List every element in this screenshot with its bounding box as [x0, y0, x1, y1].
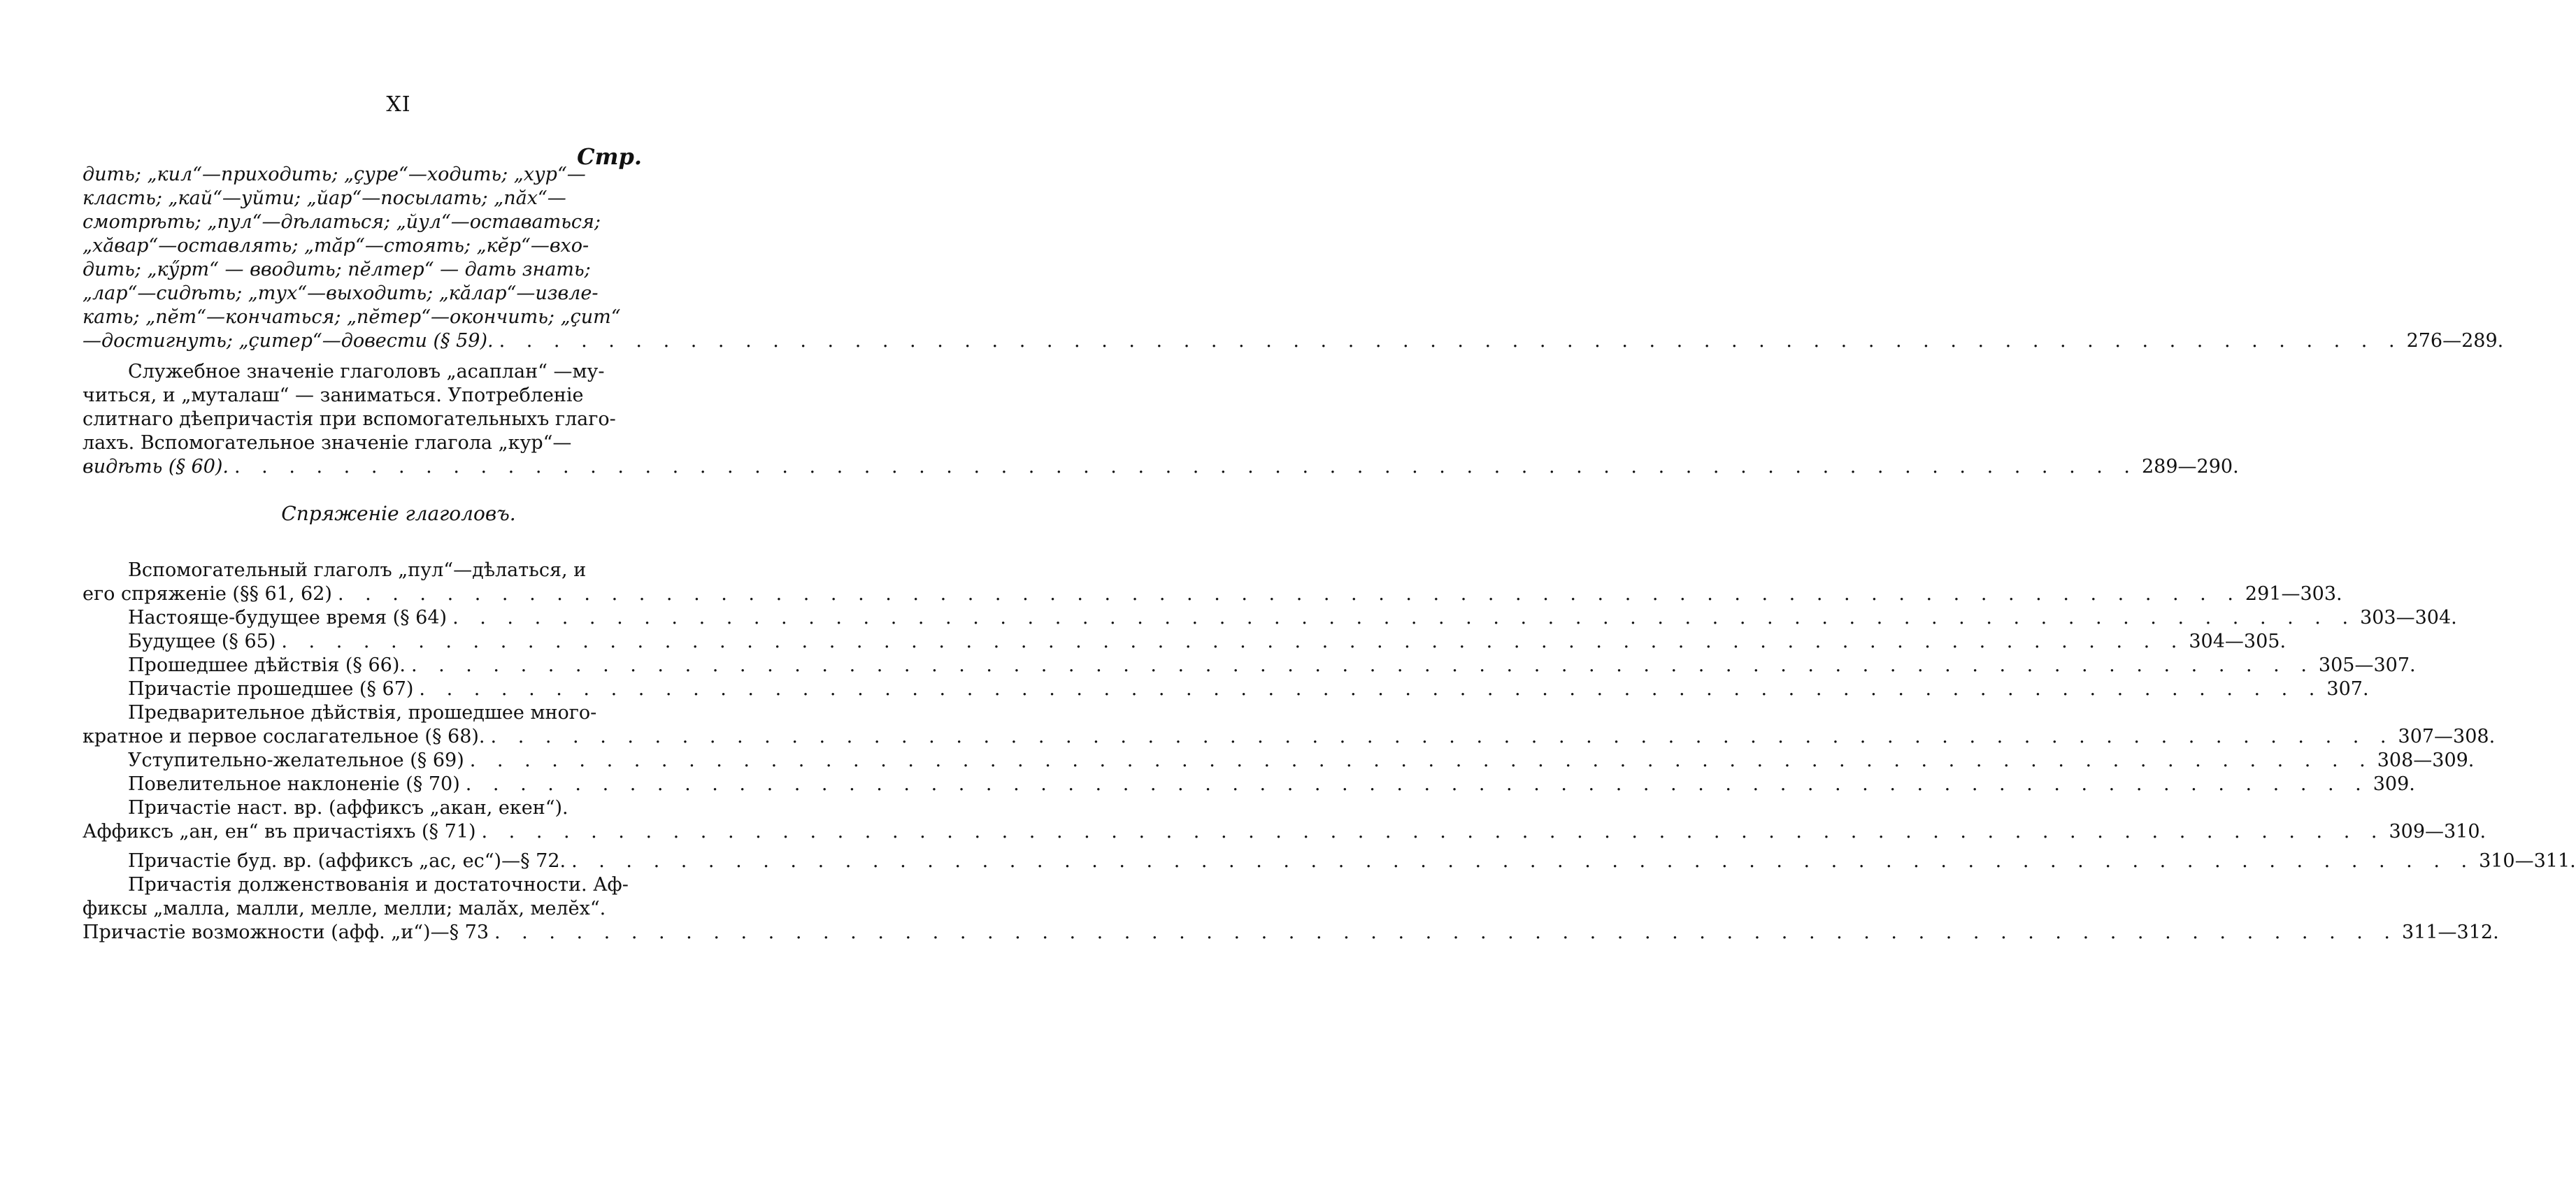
toc-entry-label: Повелительное наклоненіе (§ 70) — [128, 773, 460, 795]
text-line: Вспомогательный глаголъ „пул“—дѣлаться, и — [128, 559, 587, 581]
toc-entry-label: его спряженіе (§§ 61, 62) — [83, 583, 332, 605]
toc-entry-pages: 307—308. — [2398, 726, 2496, 747]
text-line: „хăвар“—оставлять; „тăр“—стоять; „кĕр“—вхо- — [83, 235, 589, 257]
toc-entry-label: Причастіе прошедшее (§ 67) — [128, 678, 414, 700]
toc-entry-pages: 308—309. — [2377, 750, 2475, 771]
toc-entry-label: Причастіе возможности (афф. „и“)—§ 73 — [83, 922, 489, 943]
text-line: читься, и „муталаш“ — заниматься. Употребленіе — [83, 385, 584, 406]
toc-entry-pages: 303—304. — [2360, 607, 2457, 629]
text-line: дить; „кӳрт“ — вводить; пĕлтер“ — дать знать; — [83, 259, 591, 280]
leader-dots — [460, 770, 2369, 798]
page-number: XI — [386, 92, 411, 117]
text-line: Служебное значеніе глаголовъ „асаплан“ —му- — [128, 361, 605, 382]
leader-dots — [566, 847, 2475, 875]
text-line: фиксы „малла, малли, мелле, мелли; малăх, мелĕх“. — [83, 898, 606, 919]
toc-entry-label: видѣть (§ 60). — [83, 456, 229, 478]
toc-entry-label: Настояще-будущее время (§ 64) — [128, 607, 448, 629]
toc-entry-pages: 291—303. — [2245, 583, 2342, 605]
text-line: Причастія долженствованія и достаточности. Аф- — [128, 874, 629, 896]
toc-entry-pages: 276—289. — [2406, 330, 2504, 352]
text-line: смотрѣть; „пул“—дѣлаться; „йул“—оставаться; — [83, 211, 601, 233]
pages-column-label: Стр. — [577, 143, 642, 170]
toc-entry — [83, 453, 2239, 481]
toc-entry-pages: 307. — [2326, 678, 2369, 700]
text-line: лахъ. Вспомогательное значеніе глагола „кур“— — [83, 432, 572, 454]
leader-dots — [494, 327, 2403, 355]
text-line: класть; „кай“—уйти; „йар“—посылать; „пăх“— — [83, 187, 566, 209]
toc-entry — [83, 919, 2499, 947]
toc-entry-pages: 310—311. — [2479, 850, 2576, 872]
toc-entry-pages: 304—305. — [2189, 631, 2287, 652]
toc-entry — [83, 327, 2504, 355]
toc-entry-pages: 289—290. — [2142, 456, 2239, 478]
toc-entry-label: Прошедшее дѣйствія (§ 66). — [128, 654, 406, 676]
text-line: слитнаго дѣепричастія при вспомогательныхъ глаго- — [83, 408, 616, 430]
toc-entry-label: Причастіе буд. вр. (аффиксъ „ас, ес“)—§ 72. — [128, 850, 566, 872]
toc-entry-label: —достигнуть; „çитер“—довести (§ 59). — [83, 330, 494, 352]
text-line: „лар“—сидѣть; „тух“—выходить; „кăлар“—извле- — [83, 282, 599, 304]
leader-dots — [475, 818, 2384, 846]
toc-entry-pages: 311—312. — [2402, 922, 2499, 943]
section-heading: Спряженіе глаголовъ. — [281, 502, 516, 525]
leader-dots — [489, 919, 2398, 947]
toc-entry-label: Аффиксъ „ан, ен“ въ причастіяхъ (§ 71) — [83, 821, 476, 843]
text-line: Предварительное дѣйствія, прошедшее много- — [128, 702, 597, 724]
toc-entry — [83, 818, 2486, 846]
text-line: дить; „кил“—приходить; „çуре“—ходить; „хур“— — [83, 164, 586, 185]
leader-dots — [229, 453, 2138, 481]
toc-entry-pages: 309—310. — [2389, 821, 2486, 843]
toc-entry-label: Будущее (§ 65) — [128, 631, 276, 652]
toc-entry-pages: 305—307. — [2318, 654, 2416, 676]
toc-entry-label: кратное и первое сослагательное (§ 68). — [83, 726, 485, 747]
text-line: кать; „пĕт“—кончаться; „пĕтер“—окончить; „çит“ — [83, 306, 621, 328]
text-line: Причастіе наст. вр. (аффиксъ „акан, екен“). — [128, 797, 568, 819]
toc-entry-label: Уступительно-желательное (§ 69) — [128, 750, 464, 771]
leader-dots — [413, 675, 2322, 703]
toc-entry-pages: 309. — [2373, 773, 2415, 795]
